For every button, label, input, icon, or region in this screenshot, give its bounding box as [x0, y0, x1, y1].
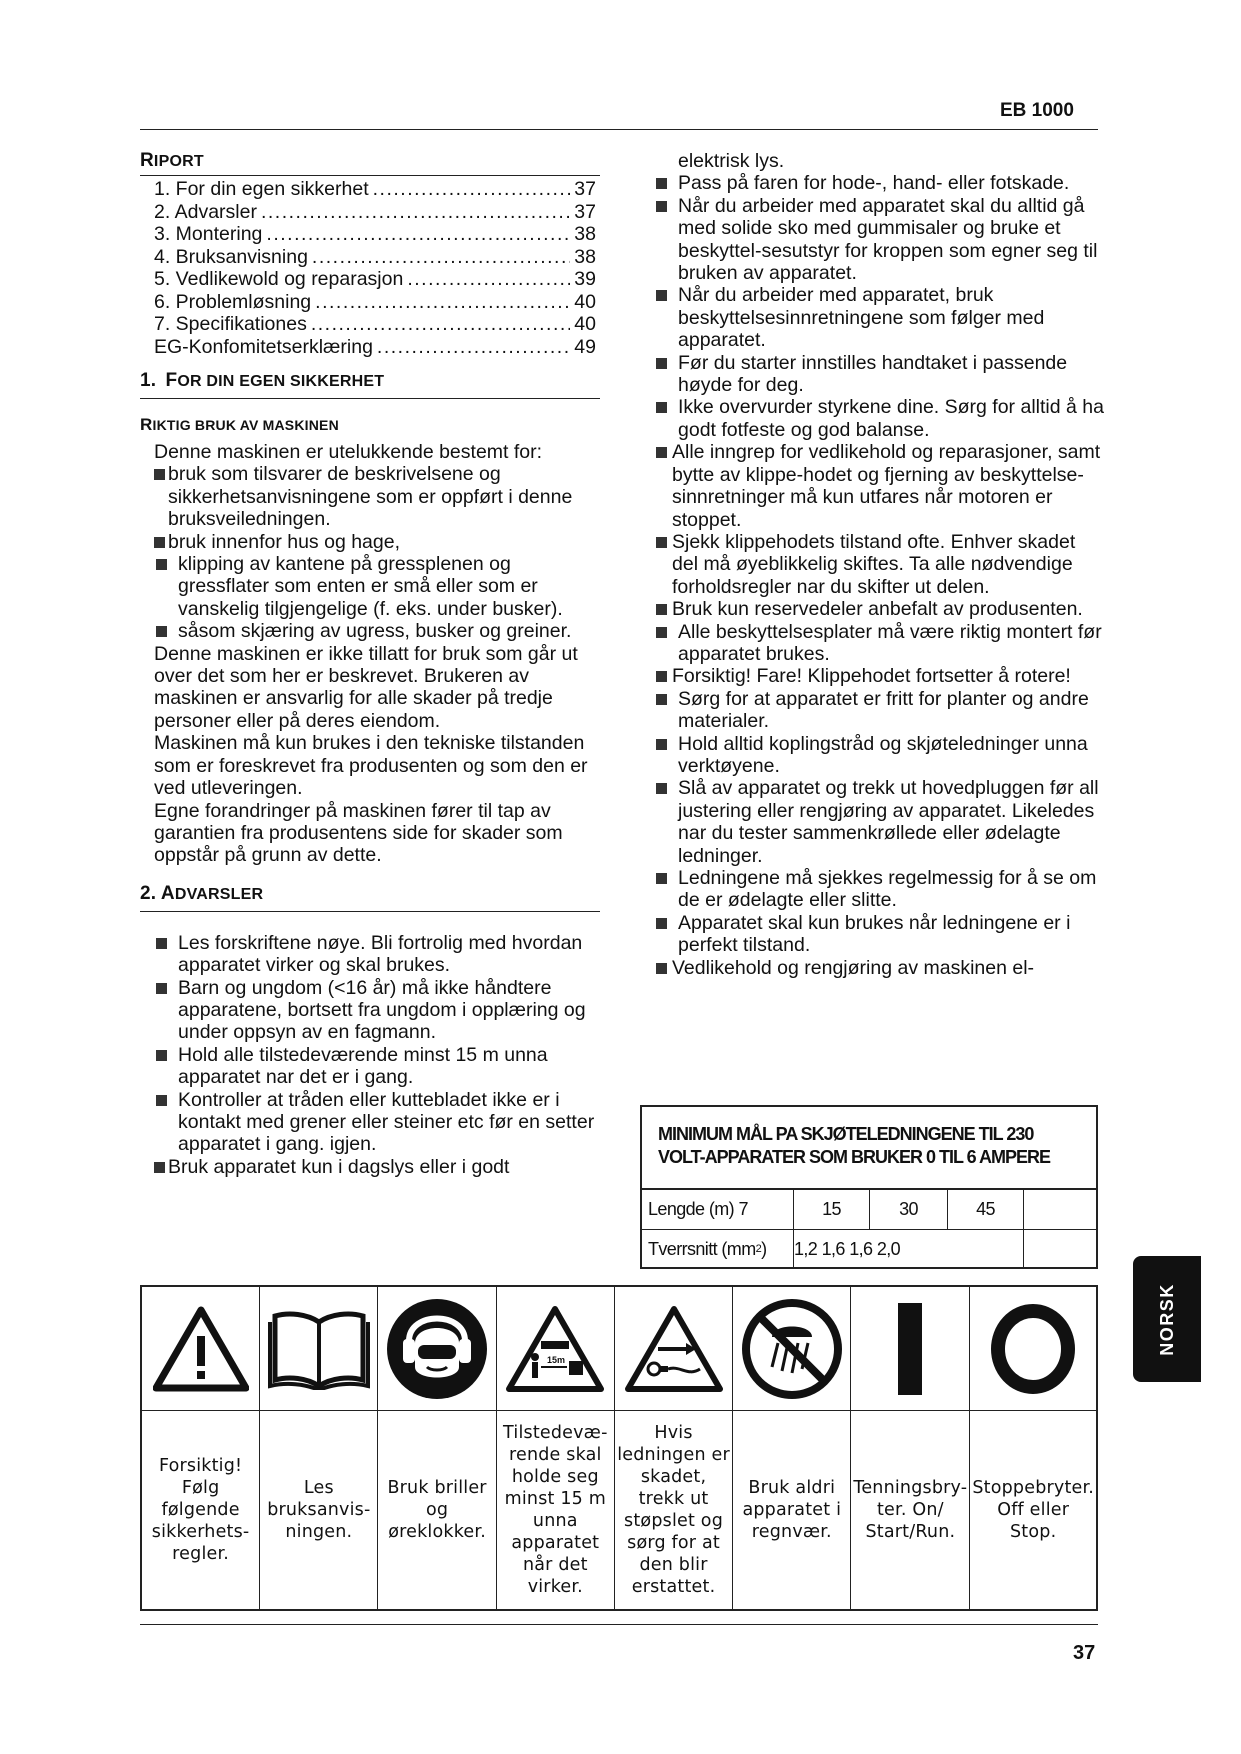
warning-item: Når du arbeider med apparatet skal du alltid gå med solide sko med gummisaler og bruke et beskyttel-sesutstyr for kroppen som egner seg til bruken av apparatet.	[656, 195, 1106, 285]
bullet-square-icon	[156, 1095, 167, 1106]
bullet-square-icon	[656, 918, 667, 929]
symbol-caption: Tenningsbry- ter. On/ Start/Run.	[853, 1478, 968, 1542]
table-row	[642, 1229, 1096, 1268]
warning-item: Hold alle tilstedeværende minst 15 m unna apparatet nar det er i gang.	[140, 1044, 600, 1089]
warning-item: Ikke overvurder styrkene dine. Sørg for alltid å ha godt fotfeste og god balanse.	[656, 396, 1106, 441]
page-number: 37	[1073, 1642, 1096, 1664]
bullet-square-icon	[154, 469, 165, 480]
toc-item[interactable]: 2. Advarsler ..... 37	[140, 201, 600, 224]
warning-item: Før du starter innstilles handtaket i passende høyde for deg.	[656, 352, 1106, 397]
left-column	[140, 150, 600, 1178]
symbol-caption: Les bruksanvis- ningen.	[267, 1478, 371, 1542]
warning-triangle-icon	[142, 1287, 259, 1411]
cross-section-label-cell: Tverrsnitt (mm 2 )	[642, 1230, 794, 1268]
language-tab: NORSK	[1133, 1256, 1201, 1382]
toc-item[interactable]: 1. For din egen sikkerhet ..... 37	[140, 178, 600, 201]
bullet-square-icon	[656, 627, 667, 638]
bullet-square-icon	[656, 783, 667, 794]
warning-item: Sjekk klippehodets tilstand ofte. Enhver skadet del må øyeblikkelig skiftes. Ta alle nødvendige forholdsregler nar du skifter ut delen.	[656, 531, 1106, 598]
section-1-paragraph: Maskinen må kun brukes i den tekniske tilstanden som er foreskrevet fra produsenten og som den er ved utleveringen.	[154, 732, 588, 800]
section-1-rule	[140, 398, 600, 399]
warning-item: Kontroller at tråden eller kuttebladet ikke er i kontakt med grener eller steiner etc før en setter apparatet i gang. igjen.	[140, 1089, 600, 1156]
bullet-square-icon	[154, 537, 165, 548]
symbol-column	[142, 1287, 260, 1609]
table-of-contents	[140, 178, 600, 358]
use-item: såsom skjæring av ugress, busker og greiner.	[140, 620, 600, 642]
no-rain-icon	[733, 1287, 850, 1411]
bullet-square-icon	[656, 447, 667, 458]
bystander-distance-icon	[497, 1287, 614, 1411]
bullet-square-icon	[154, 1162, 165, 1173]
distance-label: 15m	[547, 1354, 566, 1365]
warning-item: Barn og ungdom (<16 år) må ikke håndtere apparatene, bortsett fra ungdom i opplæring og under oppsyn av en fagmann.	[140, 977, 600, 1044]
toc-item[interactable]: 7. Specifikationes ..... 40	[140, 313, 600, 336]
symbol-column	[497, 1287, 615, 1609]
toc-item[interactable]: 4. Bruksanvisning ..... 38	[140, 246, 600, 269]
continued-text: elektrisk lys.	[678, 150, 785, 172]
footer-rule	[140, 1624, 1098, 1625]
warning-item: Forsiktig! Fare! Klippehodet fortsetter å rotere!	[656, 665, 1106, 687]
table-cell	[1024, 1190, 1096, 1229]
use-item: klipping av kantene på gressplenen og gressflater som enten er små eller som er vanskelig tilgjengelige (f. eks. under busker).	[140, 553, 600, 620]
table-cell	[1024, 1230, 1096, 1268]
bullet-square-icon	[656, 671, 667, 682]
section-2-rule	[140, 911, 600, 912]
warning-item: Ledningene må sjekkes regelmessig for å se om de er ødelagte eller slitte.	[656, 867, 1106, 912]
symbol-caption: Bruk aldri apparatet i regnvær.	[742, 1478, 842, 1542]
switch-on-icon	[851, 1287, 969, 1411]
section-1-subheading: RIKTIG BRUK AV MASKINEN	[140, 415, 339, 434]
symbol-column	[260, 1287, 378, 1609]
symbol-column	[615, 1287, 733, 1609]
warning-item: Les forskriftene nøye. Bli fortrolig med hvordan apparatet virker og skal brukes.	[140, 932, 600, 977]
bullet-square-icon	[156, 626, 167, 637]
safety-symbols-table	[140, 1285, 1098, 1611]
bullet-square-icon	[656, 963, 667, 974]
bullet-square-icon	[656, 537, 667, 548]
warning-item: Pass på faren for hode-, hand- eller fotskade.	[656, 172, 1106, 194]
bullet-square-icon	[156, 983, 167, 994]
warning-item: Hold alltid koplingstråd og skjøteledninger unna verktøyene.	[656, 733, 1106, 778]
toc-heading: RIPORT	[140, 150, 204, 171]
toc-item[interactable]: 5. Vedlikewold og reparasjon ..... 39	[140, 268, 600, 291]
bullet-square-icon	[156, 559, 167, 570]
bullet-square-icon	[656, 178, 667, 189]
symbol-column	[970, 1287, 1096, 1609]
table-row	[642, 1190, 1096, 1229]
section-1-paragraph: Denne maskinen er ikke tillatt for bruk som går ut over det som her er beskrevet. Brukeren av maskinen er ansvarlig for alle skader på tredje personer eller på deres eiendom.	[154, 642, 578, 732]
cable-table-heading: MINIMUM MÅL PA SKJØTELEDNINGENE TIL 230 VOLT-APPARATER SOM BRUKER 0 TIL 6 AMPERE	[642, 1107, 1096, 1190]
bullet-square-icon	[656, 290, 667, 301]
warning-item: Slå av apparatet og trekk ut hovedpluggen før all justering eller rengjøring av apparatet. Likeledes nar du tester sammenkrøllede eller ødelagte ledninger.	[656, 777, 1106, 867]
table-cell: 30	[870, 1190, 948, 1229]
warning-item: Vedlikehold og rengjøring av maskinen el-	[656, 957, 1106, 979]
warning-item: Alle beskyttelsesplater må være riktig montert før apparatet brukes.	[656, 621, 1106, 666]
symbol-caption: Stoppebryter. Off eller Stop.	[972, 1478, 1095, 1542]
extension-cable-table	[640, 1105, 1098, 1269]
toc-rule	[140, 175, 600, 176]
symbol-column	[851, 1287, 970, 1609]
table-cell: 15	[794, 1190, 870, 1229]
use-item: bruk innenfor hus og hage,	[140, 531, 600, 553]
symbol-caption: Forsiktig! Følg følgende sikkerhets- regler.	[151, 1456, 250, 1564]
cross-section-values-cell: 1,2 1,6 1,6 2,0	[794, 1230, 1024, 1268]
toc-item[interactable]: 6. Problemløsning ..... 40	[140, 291, 600, 314]
bullet-square-icon	[656, 873, 667, 884]
length-label-cell: Lengde (m) 7	[642, 1190, 794, 1229]
warning-item: Apparatet skal kun brukes når ledningene er i perfekt tilstand.	[656, 912, 1106, 957]
warning-item: Når du arbeider med apparatet, bruk beskyttelsesinnretningene som følger med apparatet.	[656, 284, 1106, 351]
symbol-caption: Bruk briller og øreklokker.	[387, 1478, 487, 1542]
table-cell: 45	[948, 1190, 1024, 1229]
symbol-column	[378, 1287, 496, 1609]
document-title: EB 1000	[1000, 100, 1074, 121]
use-item: bruk som tilsvarer de beskrivelsene og sikkerhetsanvisningene som er oppført i denne bruksveiledningen.	[140, 463, 600, 530]
bullet-square-icon	[656, 402, 667, 413]
bullet-square-icon	[656, 358, 667, 369]
bullet-square-icon	[656, 694, 667, 705]
toc-item[interactable]: EG-Konfomitetserklæring ..... 49	[140, 336, 600, 359]
section-2-heading: 2. ADVARSLER	[140, 882, 264, 904]
bullet-square-icon	[156, 1050, 167, 1061]
warning-item: Alle inngrep for vedlikehold og reparasjoner, samt bytte av klippe-hodet og fjerning av beskyttelse-sinnretninger må kun utfares når motoren er stoppet.	[656, 441, 1106, 531]
symbol-caption: Hvis ledningen er skadet, trekk ut støpslet og sørg for at den blir erstattet.	[617, 1423, 730, 1597]
section-1-intro: Denne maskinen er utelukkende bestemt for:	[154, 441, 543, 463]
open-book-icon	[260, 1287, 377, 1411]
symbol-caption: Tilstedevæ- rende skal holde seg minst 15 m unna apparatet når det virker.	[503, 1423, 608, 1597]
section-1-heading: 1. FOR DIN EGEN SIKKERHET	[140, 370, 385, 391]
section-1-paragraph: Egne forandringer på maskinen fører til tap av garantien fra produsentens side for skader som oppstår på grunn av dette.	[154, 799, 563, 867]
warning-item: Bruk apparatet kun i dagslys eller i godt	[140, 1156, 600, 1178]
bullet-square-icon	[156, 938, 167, 949]
symbol-column	[733, 1287, 851, 1609]
warning-item: Bruk kun reservedeler anbefalt av produsenten.	[656, 598, 1106, 620]
goggles-ear-protection-icon	[378, 1287, 495, 1411]
bullet-square-icon	[656, 201, 667, 212]
warning-item: Sørg for at apparatet er fritt for planter og andre materialer.	[656, 688, 1106, 733]
damaged-cable-icon	[615, 1287, 732, 1411]
switch-off-icon	[970, 1287, 1096, 1411]
bullet-square-icon	[656, 739, 667, 750]
toc-item[interactable]: 3. Montering ..... 38	[140, 223, 600, 246]
header-rule	[140, 129, 1098, 130]
bullet-square-icon	[656, 604, 667, 615]
right-column	[656, 150, 1106, 979]
